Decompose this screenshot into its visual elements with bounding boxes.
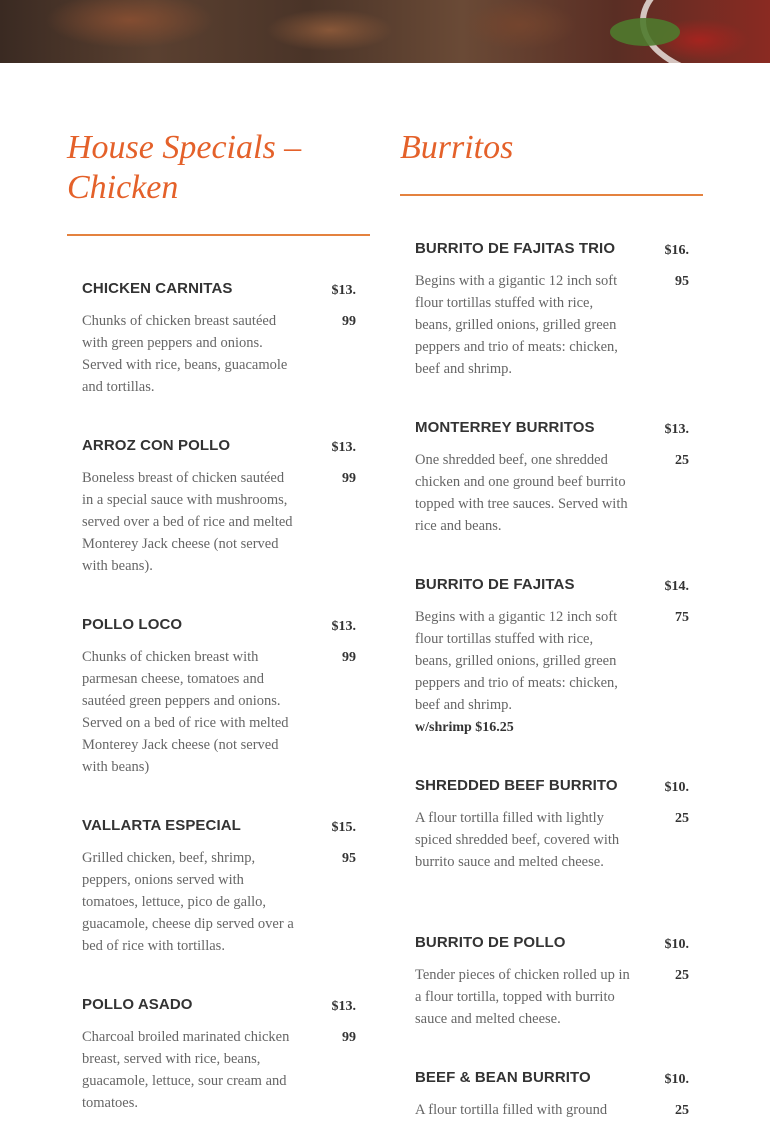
section-title-house-specials	[67, 128, 301, 208]
item-description-text: Begins with a gigantic 12 inch soft flour tortillas stuffed with rice, beans, grilled onions, grilled green peppers and trio of meats: chicken, beef and shrimp.	[415, 609, 618, 713]
item-price: $13. 25	[664, 422, 689, 468]
item-price: $15. 95	[331, 820, 356, 866]
item-name: SHREDDED BEEF BURRITO	[415, 777, 618, 794]
item-name: BEEF & BEAN BURRITO	[415, 1069, 591, 1086]
item-price: $13. 99	[331, 283, 356, 329]
item-price: $14. 75	[664, 579, 689, 625]
hero-food-image	[0, 0, 770, 63]
item-name: POLLO ASADO	[82, 996, 193, 1013]
pepper-graphic	[610, 18, 680, 46]
item-description: Chunks of chicken breast with parmesan cheese, tomatoes and sautéed green peppers and onions. Served on a bed of rice with melted Monterey Jack cheese (not served with beans)	[82, 649, 289, 775]
item-price: $13. 99	[331, 999, 356, 1045]
item-description: Charcoal broiled marinated chicken breast, served with rice, beans, guacamole, lettuce, sour cream and tomatoes.	[82, 1029, 290, 1111]
item-name: BURRITO DE FAJITAS TRIO	[415, 240, 616, 257]
item-price: $13. 99	[331, 440, 356, 486]
section-divider	[67, 234, 370, 236]
item-price: $16. 95	[664, 243, 689, 289]
item-description: One shredded beef, one shredded chicken and one ground beef burrito topped with tree sauces. Served with rice and beans.	[415, 452, 628, 534]
item-name: VALLARTA ESPECIAL	[82, 817, 241, 834]
item-description: Tender pieces of chicken rolled up in a flour tortilla, topped with burrito sauce and melted cheese.	[415, 967, 630, 1027]
section-divider	[400, 194, 703, 196]
item-description	[415, 606, 630, 739]
item-description: Boneless breast of chicken sautéed in a special sauce with mushrooms, served over a bed of rice and melted Monterey Jack cheese (not served with beans).	[82, 470, 293, 574]
item-price: $13. 99	[331, 619, 356, 665]
item-price: $10. 25	[664, 937, 689, 983]
item-price: $10. 25	[664, 780, 689, 826]
section-title-line2: Chicken	[67, 169, 179, 206]
item-name: BURRITO DE POLLO	[415, 934, 566, 951]
item-price: $10. 25	[664, 1072, 689, 1118]
section-title-burritos: Burritos	[400, 129, 514, 166]
item-description: Grilled chicken, beef, shrimp, peppers, onions served with tomatoes, lettuce, pico de gallo, guacamole, cheese dip served over a bed of rice with tortillas.	[82, 850, 294, 954]
item-description: Chunks of chicken breast sautéed with green peppers and onions. Served with rice, beans, guacamole and tortillas.	[82, 313, 288, 395]
item-name: POLLO LOCO	[82, 616, 183, 633]
section-title-line1: House Specials –	[67, 129, 302, 166]
item-name: BURRITO DE FAJITAS	[415, 576, 575, 593]
item-description: A flour tortilla filled with lightly spiced shredded beef, covered with burrito sauce and melted cheese.	[415, 810, 620, 870]
item-description: A flour tortilla filled with ground	[415, 1102, 608, 1118]
item-name: CHICKEN CARNITAS	[82, 280, 233, 297]
item-note: w/shrimp $16.25	[415, 720, 514, 735]
item-name: ARROZ CON POLLO	[82, 437, 231, 454]
item-name: MONTERREY BURRITOS	[415, 419, 595, 436]
item-description: Begins with a gigantic 12 inch soft flour tortillas stuffed with rice, beans, grilled onions, grilled green peppers and trio of meats: chicken, beef and shrimp.	[415, 273, 618, 377]
